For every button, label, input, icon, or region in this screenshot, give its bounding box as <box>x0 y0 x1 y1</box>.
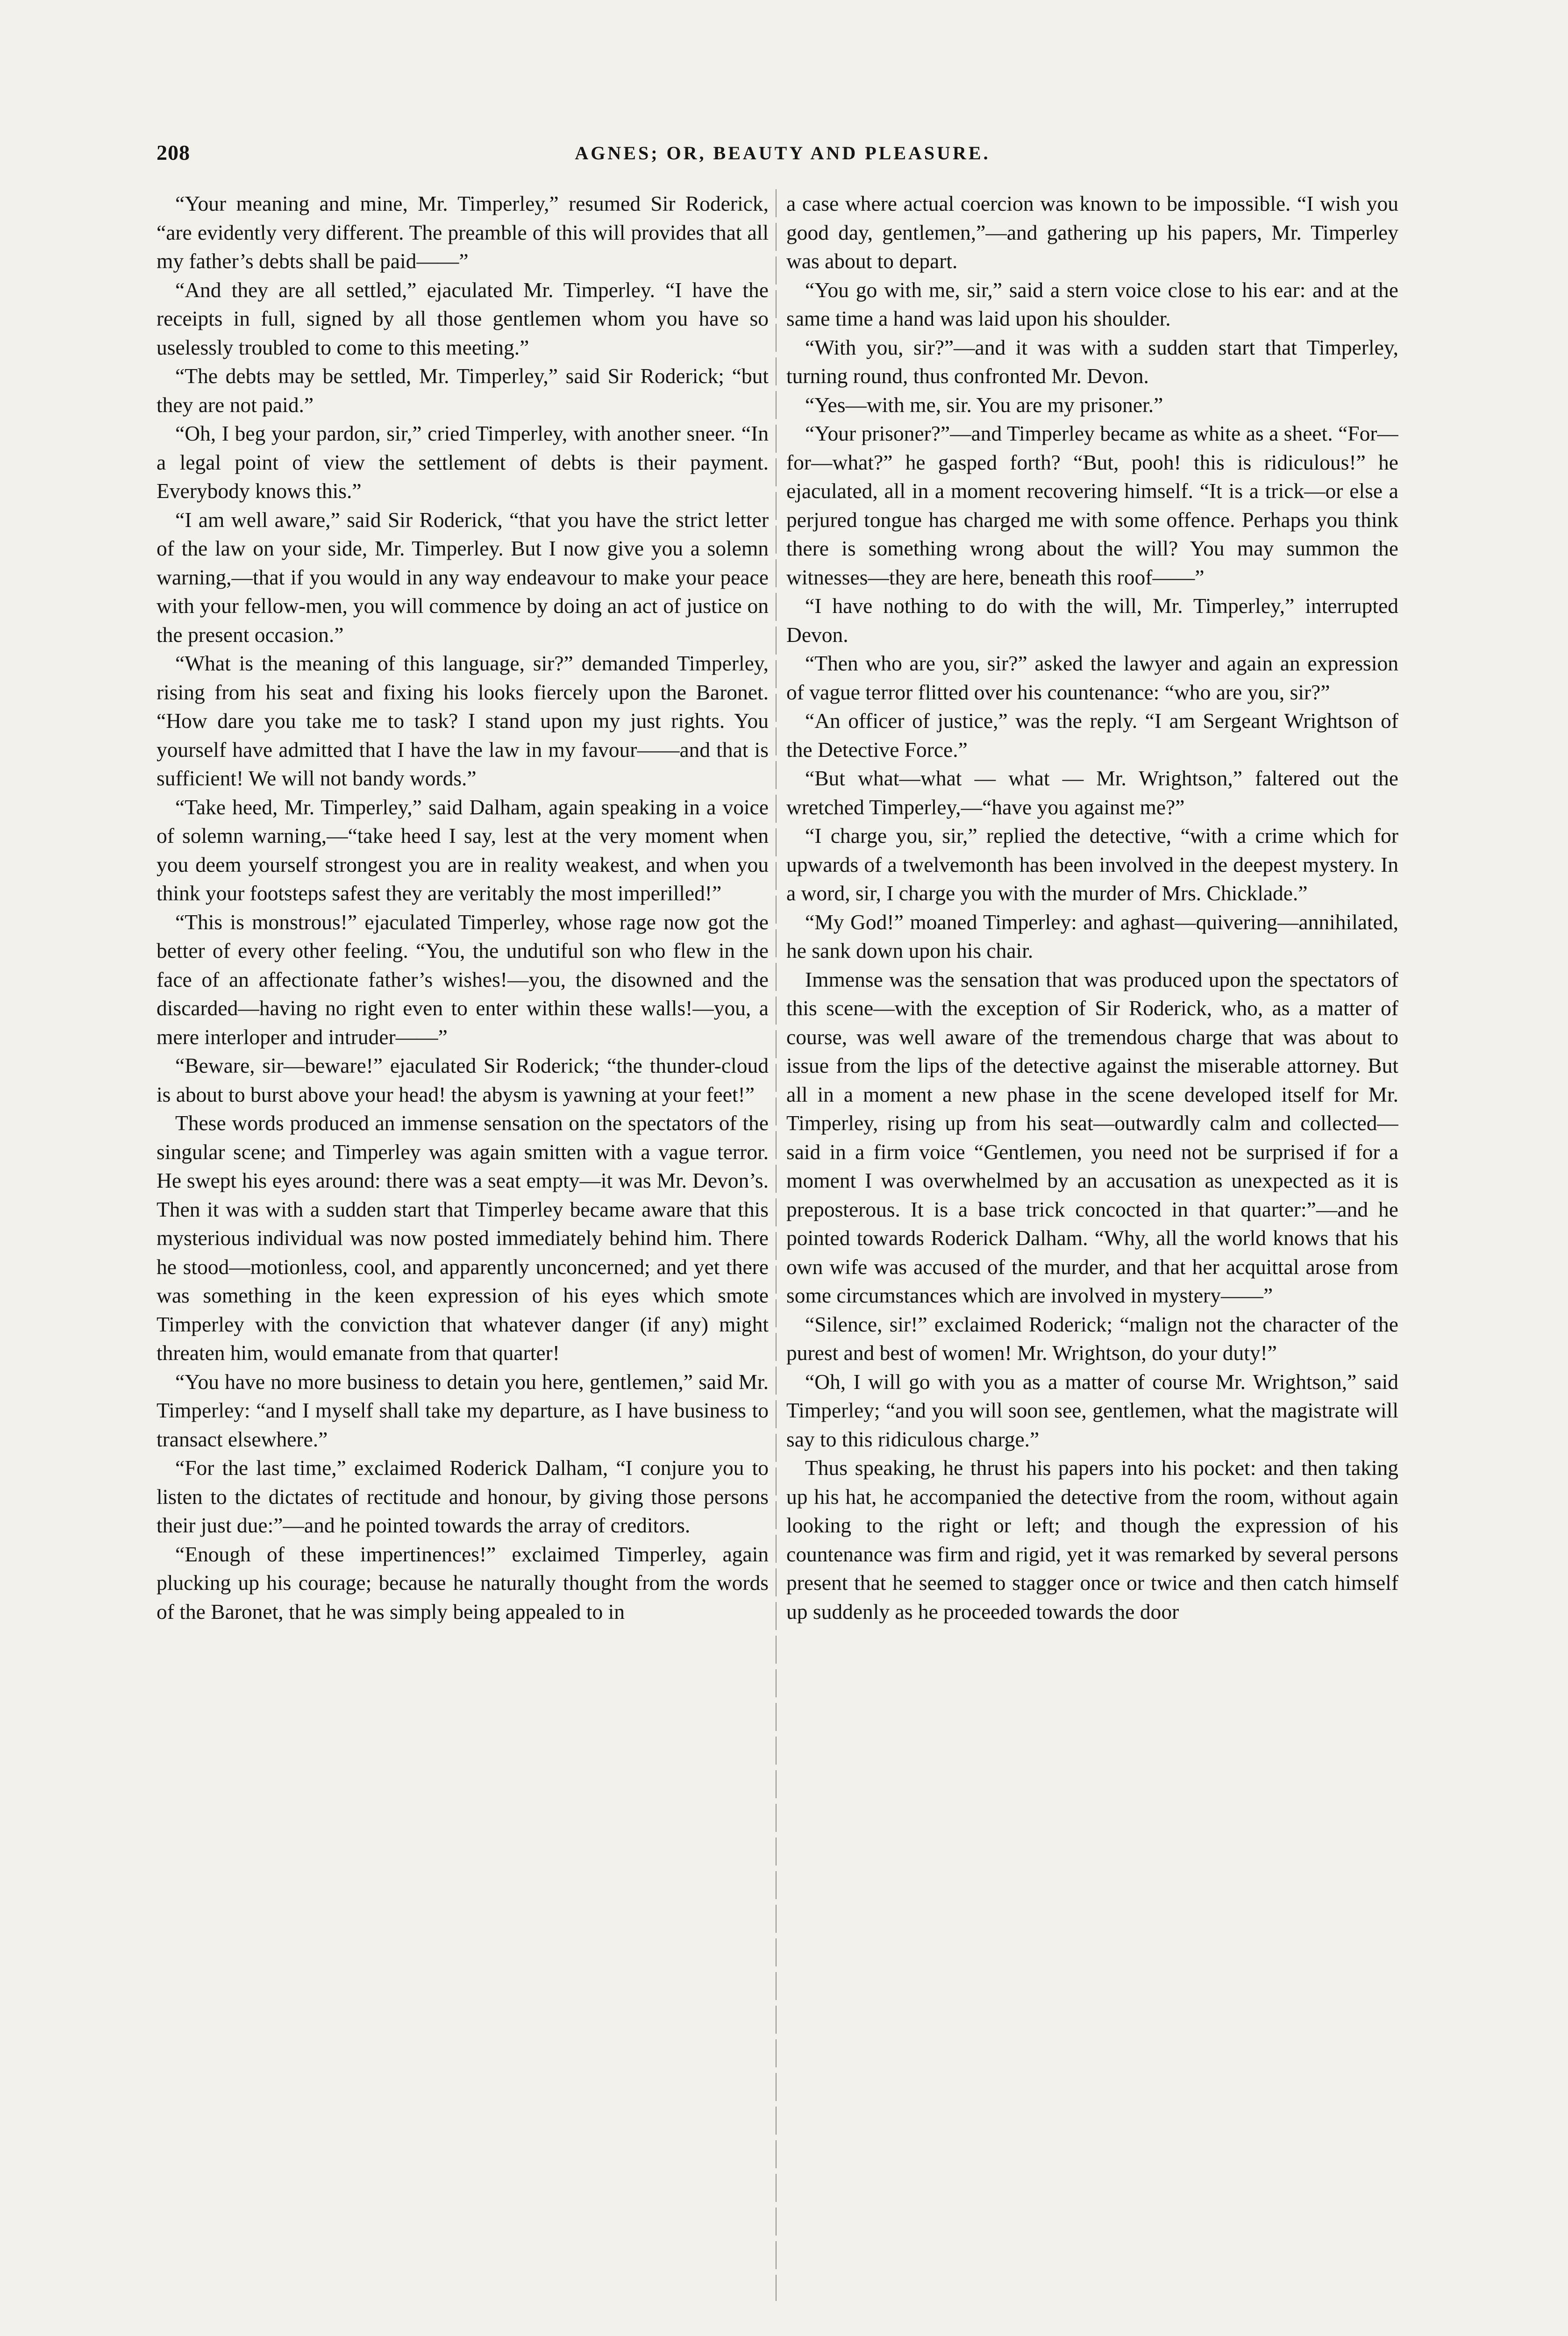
paragraph: “My God!” moaned Timperley: and aghast—quivering—annihilated, he sank down upon his chair. <box>786 910 1398 962</box>
page-number: 208 <box>157 141 190 164</box>
paragraph: “But what—what — what — Mr. Wrightson,” faltered out the wretched Timperley,—“have you against me?” <box>786 766 1398 819</box>
paragraph: “I have nothing to do with the will, Mr. Timperley,” interrupted Devon. <box>786 594 1398 647</box>
running-title: AGNES; OR, BEAUTY AND PLEASURE. <box>575 142 991 164</box>
paragraph: “Oh, I will go with you as a matter of course Mr. Wrightson,” said Timperley; “and you will soon see, gentlemen, what the magistrate will say to this ridiculous charge.” <box>786 1369 1398 1451</box>
paragraph: “The debts may be settled, Mr. Timperley,” said Sir Roderick; “but they are not paid.” <box>157 364 769 417</box>
paragraph: “I am well aware,” said Sir Roderick, “that you have the strict letter of the law on your side, Mr. Timperley. But I now give you a solemn warning,—that if you would in any way endeavour to make your peace with your fellow-men, you will commence by doing an act of justice on the present occasion.” <box>157 507 769 647</box>
paragraph: “An officer of justice,” was the reply. “I am Sergeant Wrightson of the Detective Force.” <box>786 709 1398 762</box>
paragraph: “For the last time,” exclaimed Roderick Dalham, “I conjure you to listen to the dictates of rectitude and honour, by giving those persons their just due:”—and he pointed towards the array of creditors. <box>157 1456 769 1537</box>
paragraph: “With you, sir?”—and it was with a sudden start that Timperley, turning round, thus confronted Mr. Devon. <box>786 335 1398 388</box>
paragraph: “You go with me, sir,” said a stern voice close to his ear: and at the same time a hand was laid upon his shoulder. <box>786 278 1398 330</box>
paragraph: Thus speaking, he thrust his papers into his pocket: and then taking up his hat, he accompanied the detective from the room, without again looking to the right or left; and though the expression of his countenance was firm and rigid, yet it was remarked by several persons present that he seemed to stagger once or twice and then catch himself up suddenly as he proceeded towards the door <box>786 1456 1398 1624</box>
paragraph: “Then who are you, sir?” asked the lawyer and again an expression of vague terror flitted over his countenance: “who are you, sir?” <box>786 651 1398 704</box>
paragraph: Immense was the sensation that was produced upon the spectators of this scene—with the exception of Sir Roderick, who, as a matter of course, was well aware of the tremendous charge that was about to issue from the lips of the detective against the miserable attorney. But all in a moment a new phase in the scene developed itself for Mr. Timperley, rising up from his seat—outwardly calm and collected—said in a firm voice “Gentlemen, you need not be surprised if for a moment I was overwhelmed by an accusation as unexpected as it is preposterous. It is a base trick concocted in that quarter:”—and he pointed towards Roderick Dalham. “Why, all the world knows that his own wife was accused of the murder, and that her acquittal arose from some circumstances which are involved in mystery——” <box>786 967 1398 1307</box>
paragraph: “Your prisoner?”—and Timperley became as white as a sheet. “For—for—what?” he gasped forth? “But, pooh! this is ridiculous!” he ejaculated, all in a moment recovering himself. “It is a trick—or else a perjured tongue has charged me with some offence. Perhaps you think there is something wrong about the will? You may summon the witnesses—they are here, beneath this roof——” <box>786 421 1398 589</box>
paragraph: “What is the meaning of this language, sir?” demanded Timperley, rising from his seat and fixing his looks fiercely upon the Baronet. “How dare you take me to task? I stand upon my just rights. You yourself have admitted that I have the law in my favour——and that is sufficient! We will not bandy words.” <box>157 651 769 790</box>
paragraph: a case where actual coercion was known to be impossible. “I wish you good day, gentlemen,”—and gathering up his papers, Mr. Timperley was about to depart. <box>786 192 1398 273</box>
text-column-right <box>786 189 1398 2310</box>
paragraph: “You have no more business to detain you here, gentlemen,” said Mr. Timperley: “and I myself shall take my departure, as I have business to transact elsewhere.” <box>157 1369 769 1451</box>
paragraph: “I charge you, sir,” replied the detective, “with a crime which for upwards of a twelvemonth has been involved in the deepest mystery. In a word, sir, I charge you with the murder of Mrs. Chicklade.” <box>786 824 1398 905</box>
paragraph: “And they are all settled,” ejaculated Mr. Timperley. “I have the receipts in full, signed by all those gentlemen whom you have so uselessly troubled to come to this meeting.” <box>157 278 769 359</box>
paragraph: “Take heed, Mr. Timperley,” said Dalham, again speaking in a voice of solemn warning,—“take heed I say, lest at the very moment when you deem yourself strongest you are in reality weakest, and when you think your footsteps safest they are veritably the most imperilled!” <box>157 795 769 905</box>
paragraph: “Oh, I beg your pardon, sir,” cried Timperley, with another sneer. “In a legal point of view the settlement of debts is their payment. Everybody knows this.” <box>157 421 769 503</box>
paragraph: “Enough of these impertinences!” exclaimed Timperley, again plucking up his courage; because he naturally thought from the words of the Baronet, that he was simply being appealed to in <box>157 1542 769 1624</box>
text-column-left <box>157 189 769 2310</box>
paragraph: “This is monstrous!” ejaculated Timperley, whose rage now got the better of every other feeling. “You, the undutiful son who flew in the face of an affectionate father’s wishes!—you, the disowned and the discarded—having no right even to enter within these walls!—you, a mere interloper and intruder——” <box>157 910 769 1049</box>
column-divider <box>776 189 777 2301</box>
paragraph: These words produced an immense sensation on the spectators of the singular scene; and Timperley was again smitten with a vague terror. He swept his eyes around: there was a seat empty—it was Mr. Devon’s. Then it was with a sudden start that Timperley became aware that this mysterious individual was now posted immediately behind him. There he stood—motionless, cool, and apparently unconcerned; and yet there was something in the keen expression of his eyes which smote Timperley with the conviction that whatever danger (if any) might threaten him, would emanate from that quarter! <box>157 1111 769 1365</box>
paragraph: “Beware, sir—beware!” ejaculated Sir Roderick; “the thunder-cloud is about to burst above your head! the abysm is yawning at your feet!” <box>157 1054 769 1106</box>
paragraph: “Yes—with me, sir. You are my prisoner.” <box>805 392 1163 417</box>
paragraph: “Silence, sir!” exclaimed Roderick; “malign not the character of the purest and best of women! Mr. Wrightson, do your duty!” <box>786 1312 1398 1365</box>
running-head <box>157 140 1409 168</box>
paragraph: “Your meaning and mine, Mr. Timperley,” resumed Sir Roderick, “are evidently very different. The preamble of this will provides that all my father’s debts shall be paid——” <box>157 192 769 273</box>
